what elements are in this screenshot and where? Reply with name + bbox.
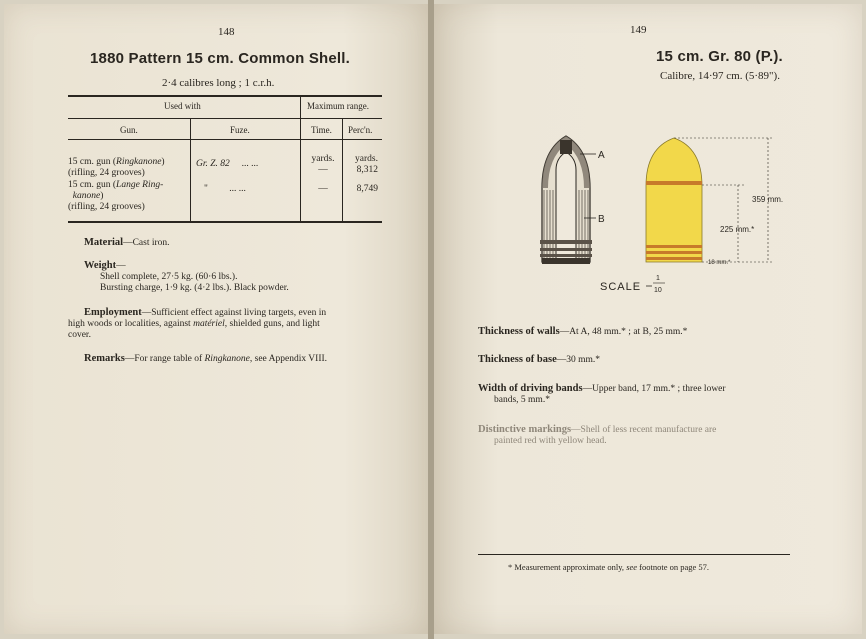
dim-total: 359 mm. [752,195,784,204]
footnote-rule [478,554,790,555]
calibre-line: Calibre, 14·97 cm. (5·89"). [660,70,780,82]
page-number: 149 [630,24,647,36]
material-paragraph: Material—Cast iron. [84,237,170,248]
dim-base: 18 mm.* [708,260,731,266]
dim-band: 225 mm.* [720,225,755,234]
header-used-with: Used with [164,101,201,111]
time-cell: yards. — [311,154,335,175]
header-max-range: Maximum range. [307,101,369,111]
table-row: 15 cm. gun (Ringkanone) (rifling, 24 grooves) [68,157,165,178]
perc-cell: yards. 8,312 [355,154,378,175]
perc-cell: 8,749 [356,184,378,194]
footnote: * Measurement approximate only, see footnote on page 57. [508,562,710,572]
fuze-cell: Gr. Z. 82 ... ... [196,159,259,169]
header-fuze: Fuze. [230,125,250,135]
shell-section-view [540,136,605,264]
header-time: Time. [311,125,332,135]
page-title: 15 cm. Gr. 80 (P.). [656,48,783,65]
time-cell: — [318,184,328,194]
page-number: 148 [218,26,235,38]
page-subtitle: 2·4 calibres long ; 1 c.r.h. [162,77,275,89]
label-b: B [598,214,605,225]
page-title: 1880 Pattern 15 cm. Common Shell. [90,50,351,67]
weight-paragraph: Weight— Shell complete, 27·5 kg. (60·6 lbs.). Bursting charge, 1·9 kg. (4·2 lbs.). Black powder. [84,260,289,293]
shell-elevation-view [646,138,702,262]
walls-paragraph: Thickness of walls—At A, 48 mm.* ; at B, 25 mm.* [478,326,688,337]
table-row: 15 cm. gun (Lange Ring- kanone) (rifling, 24 grooves) [68,180,164,212]
scale-label: SCALE [600,281,642,293]
base-paragraph: Thickness of base—30 mm.* [478,354,601,365]
scale-numerator: 1 [656,275,660,282]
header-perc: Perc'n. [348,125,373,135]
scale-denominator: 10 [654,287,662,294]
remarks-paragraph: Remarks—For range table of Ringkanone, see Appendix VIII. [84,353,328,364]
shell-diagram [524,130,804,300]
header-gun: Gun. [120,125,138,135]
right-page [434,4,862,634]
fuze-cell: " ... ... [204,184,246,194]
employment-paragraph: Employment—Sufficient effect against living targets, even in high woods or localities, against matériel, shielded guns, and light cover. [68,307,327,340]
label-a: A [598,150,605,161]
bands-paragraph: Width of driving bands—Upper band, 17 mm.* ; three lower bands, 5 mm.* [478,383,726,405]
left-page [4,4,428,634]
markings-paragraph: Distinctive markings—Shell of less recent manufacture are painted red with yellow head. [478,424,717,446]
